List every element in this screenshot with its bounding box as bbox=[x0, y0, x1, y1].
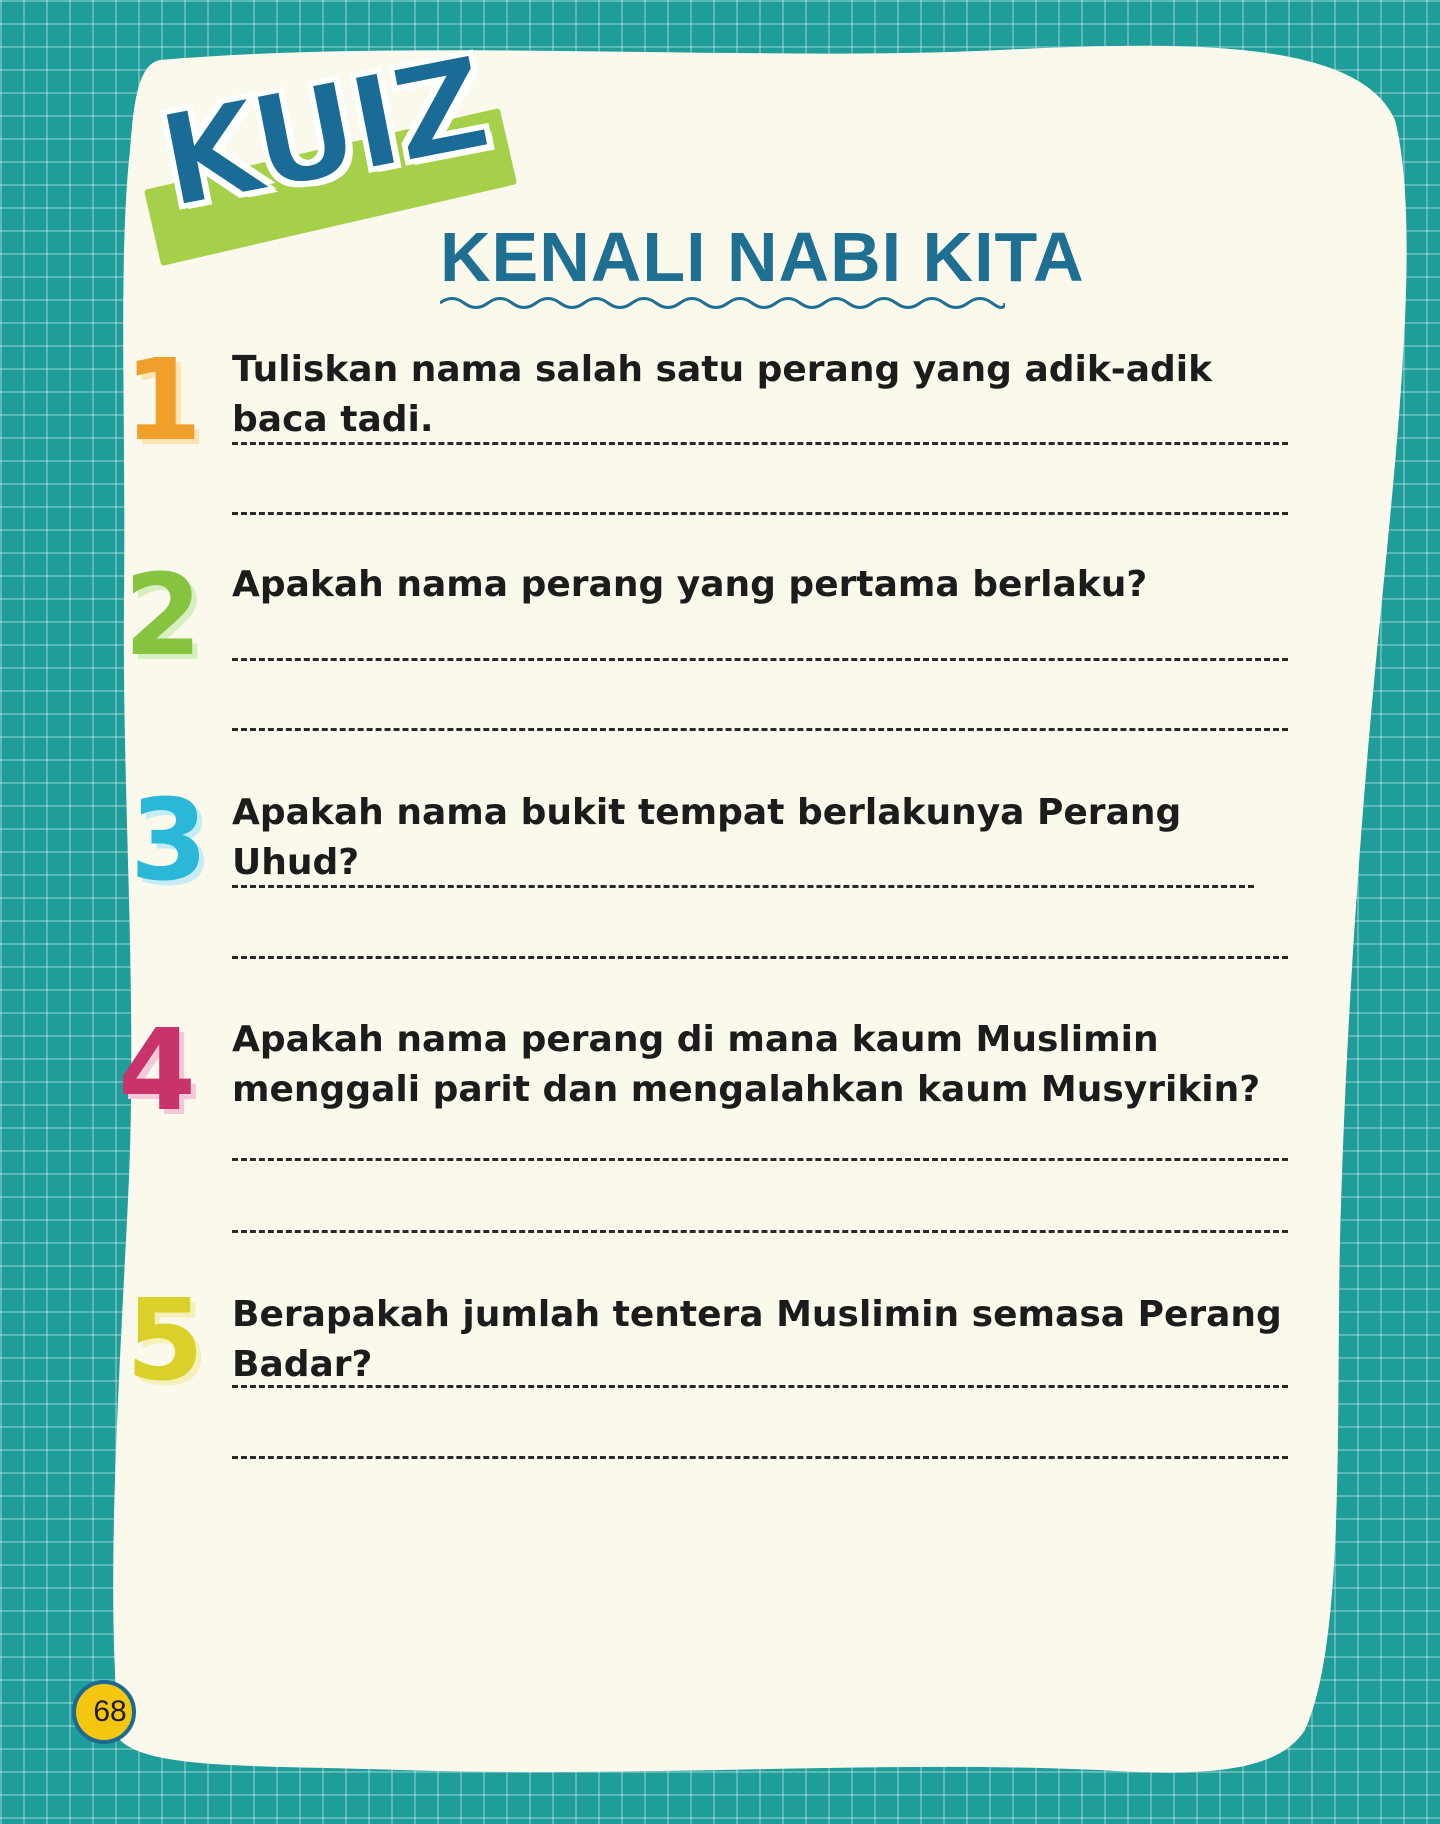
question-number-2: 2 bbox=[124, 551, 202, 681]
page-title: KENALI NABI KITA bbox=[440, 218, 1085, 296]
question-3 bbox=[232, 788, 1312, 888]
answer-line-4b[interactable] bbox=[232, 1230, 1288, 1233]
answer-line-3a[interactable] bbox=[232, 885, 1254, 888]
question-number-3: 3 bbox=[130, 776, 208, 906]
answer-line-1a[interactable] bbox=[232, 442, 1288, 445]
kuiz-badge: KUIZ bbox=[148, 29, 497, 238]
question-2 bbox=[232, 560, 1312, 610]
page-number: 68 bbox=[93, 1695, 127, 1728]
question-4 bbox=[232, 1015, 1282, 1115]
answer-line-2a[interactable] bbox=[232, 658, 1288, 661]
question-text-2: Apakah nama perang yang pertama berlaku? bbox=[232, 564, 1148, 605]
wave-underline bbox=[440, 294, 1005, 312]
question-5 bbox=[232, 1290, 1342, 1390]
question-number-1: 1 bbox=[124, 336, 202, 466]
answer-line-3b[interactable] bbox=[232, 956, 1288, 959]
answer-line-1b[interactable] bbox=[232, 512, 1288, 515]
question-text-1: Tuliskan nama salah satu perang yang adik-adik baca tadi. bbox=[232, 349, 1213, 440]
answer-line-5a[interactable] bbox=[232, 1385, 1288, 1388]
answer-line-5b[interactable] bbox=[232, 1456, 1288, 1459]
answer-line-2b[interactable] bbox=[232, 728, 1288, 731]
question-text-4: Apakah nama perang di mana kaum Muslimin menggali parit dan mengalahkan kaum Musyrikin? bbox=[232, 1019, 1261, 1110]
answer-line-4a[interactable] bbox=[232, 1158, 1288, 1161]
question-text-5: Berapakah jumlah tentera Muslimin semasa Perang Badar? bbox=[232, 1294, 1282, 1385]
question-number-4: 4 bbox=[118, 1006, 196, 1136]
question-number-5: 5 bbox=[126, 1276, 204, 1406]
question-1 bbox=[232, 345, 1312, 445]
question-text-3: Apakah nama bukit tempat berlakunya Perang Uhud? bbox=[232, 792, 1182, 883]
